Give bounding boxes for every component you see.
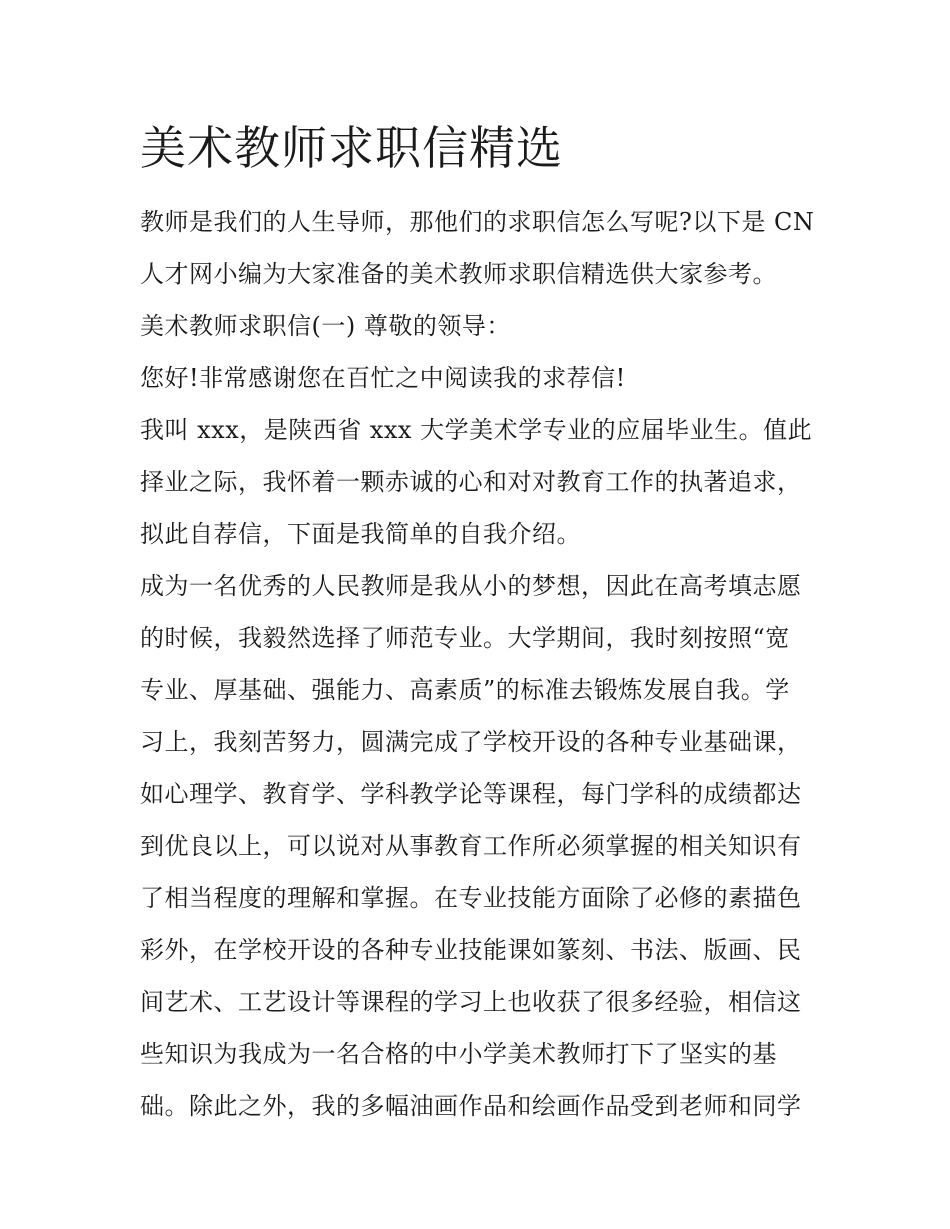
text-line: 美术教师求职信(一) 尊敬的领导： [140,312,511,340]
text-line: 如心理学、教育学、学科教学论等课程，每门学科的成绩都达 [140,780,802,808]
page-title: 美术教师求职信精选 [140,121,563,175]
text-line: 专业、厚基础、强能力、高素质”的标准去锻炼发展自我。学 [140,676,790,704]
body-text [140,196,820,1132]
text-line: 择业之际，我怀着一颗赤诚的心和对对教育工作的执著追求， [140,468,802,496]
text-line: 础。除此之外，我的多幅油画作品和绘画作品受到老师和同学 [140,1092,802,1120]
text-line: 您好!非常感谢您在百忙之中阅读我的求荐信! [140,364,626,392]
text-line: 彩外，在学校开设的各种专业技能课如篆刻、书法、版画、民 [140,936,802,964]
text-line: 到优良以上，可以说对从事教育工作所必须掌握的相关知识有 [140,832,802,860]
text-line: 间艺术、工艺设计等课程的学习上也收获了很多经验，相信这 [140,988,802,1016]
text-line: 了相当程度的理解和掌握。在专业技能方面除了必修的素描色 [140,884,802,912]
text-line: 拟此自荐信，下面是我简单的自我介绍。 [140,520,581,548]
text-line: 习上，我刻苦努力，圆满完成了学校开设的各种专业基础课， [140,728,802,756]
text-line: 教师是我们的人生导师，那他们的求职信怎么写呢?以下是 CN [140,208,815,236]
text-line: 的时候，我毅然选择了师范专业。大学期间，我时刻按照“宽 [140,624,790,652]
text-line: 些知识为我成为一名合格的中小学美术教师打下了坚实的基 [140,1040,777,1068]
text-line: 我叫 xxx，是陕西省 xxx 大学美术学专业的应届毕业生。值此 [140,416,813,444]
text-line: 成为一名优秀的人民教师是我从小的梦想，因此在高考填志愿 [140,572,802,600]
text-line: 人才网小编为大家准备的美术教师求职信精选供大家参考。 [140,260,777,288]
